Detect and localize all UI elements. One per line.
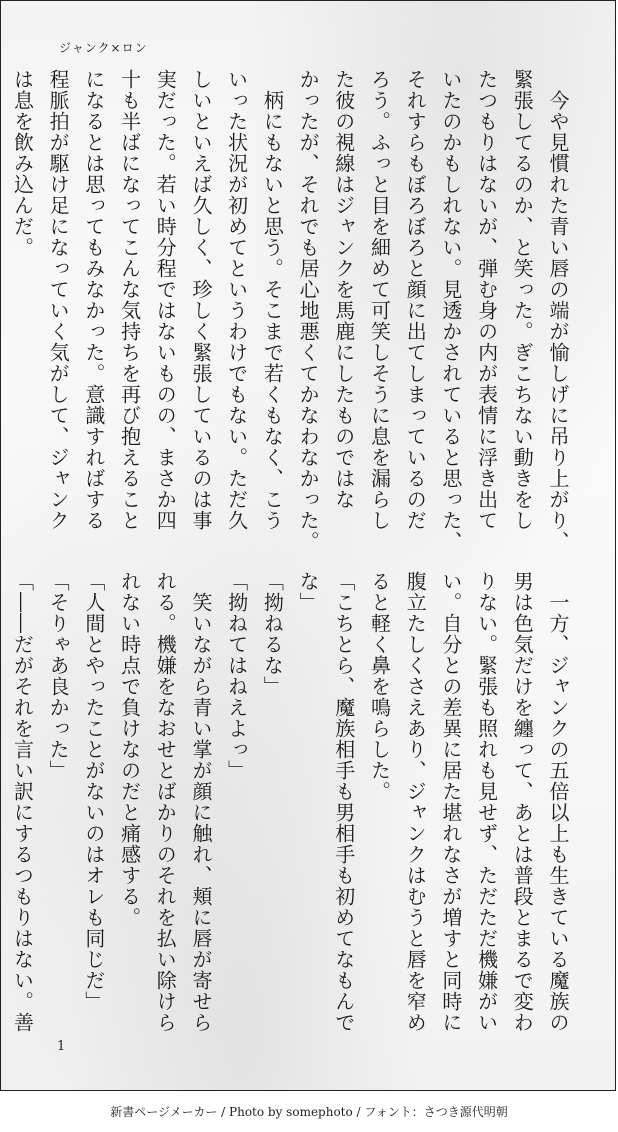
text-line: は息を飲み込んだ。	[10, 69, 35, 258]
text-line: い。自分との差異に居た堪れなさが増すと同時に	[438, 571, 463, 1033]
text-line: になるとは思ってもみなかった。意識すればする	[81, 69, 106, 531]
text-line: な」	[296, 571, 321, 613]
text-block-upper	[10, 69, 575, 552]
text-line: 「人間とやったことがないのはオレも同じだ」	[81, 571, 106, 1012]
credit-line: 新書ページメーカー / Photo by somephoto / フォント：さつき源代明朝	[110, 1105, 508, 1119]
text-line: それすらもぼろぼろと顔に出てしまっているのだ	[403, 69, 428, 531]
text-block-lower	[10, 571, 575, 1033]
text-line: 程脈拍が駆け足になっていく気がして、ジャンク	[46, 69, 71, 531]
text-line: れない時点で負けなのだと痛感する。	[117, 571, 142, 928]
text-line: 今や見慣れた青い唇の端が愉しげに吊り上がり、	[546, 69, 570, 552]
text-line: 柄にもないと思う。そこまで若くもなく、こう	[260, 69, 285, 531]
page-number: 1	[57, 1039, 66, 1054]
text-line: かったが、それでも居心地悪くてかなわなかった。	[296, 69, 321, 552]
text-line: 「そりゃあ良かった」	[46, 571, 71, 781]
text-line: ろう。ふっと目を細めて可笑しそうに息を漏らし	[367, 69, 392, 531]
text-line: たつもりはないが、弾む身の内が表情に浮き出て	[474, 69, 499, 531]
text-line: いたのかもしれない。見透かされていると思った、	[438, 69, 463, 552]
text-line: た彼の視線はジャンクを馬鹿にしたものではな	[331, 69, 356, 510]
text-line: 男は色気だけを纏って、あとは普段とまるで変わ	[510, 571, 535, 1033]
text-line: いった状況が初めてというわけでもない。ただ久	[224, 69, 249, 531]
text-line: 「拗ねてはねえよっ」	[224, 571, 249, 781]
text-line: 一方、ジャンクの五倍以上も生きている魔族の	[546, 571, 570, 1033]
text-line: 「こちとら、魔族相手も男相手も初めてなもんで	[331, 571, 356, 1033]
text-line: 「拗ねるな」	[260, 571, 285, 697]
text-line: 実だった。若い時分程ではないものの、まさか四	[153, 69, 178, 531]
text-line: 「――だがそれを言い訳にするつもりはない。善	[10, 571, 35, 1033]
text-line: 緊張してるのか、と笑った。ぎこちない動きをし	[510, 69, 535, 531]
text-line: 腹立たしくさえあり、ジャンクはむうと唇を窄め	[403, 571, 428, 1033]
text-line: 笑いながら青い掌が顔に触れ、頬に唇が寄せら	[188, 571, 213, 1033]
text-line: しいといえば久しく、珍しく緊張しているのは事	[188, 69, 213, 531]
text-line: 十も半ばになってこんな気持ちを再び抱えること	[117, 69, 142, 531]
text-line: ると軽く鼻を鳴らした。	[367, 571, 392, 802]
text-line: れる。機嫌をなおせとばかりのそれを払い除けら	[153, 571, 178, 1033]
running-header: ジャンク×ロン	[59, 41, 148, 55]
text-line: りない。緊張も照れも見せず、ただただ機嫌がい	[474, 571, 499, 1033]
